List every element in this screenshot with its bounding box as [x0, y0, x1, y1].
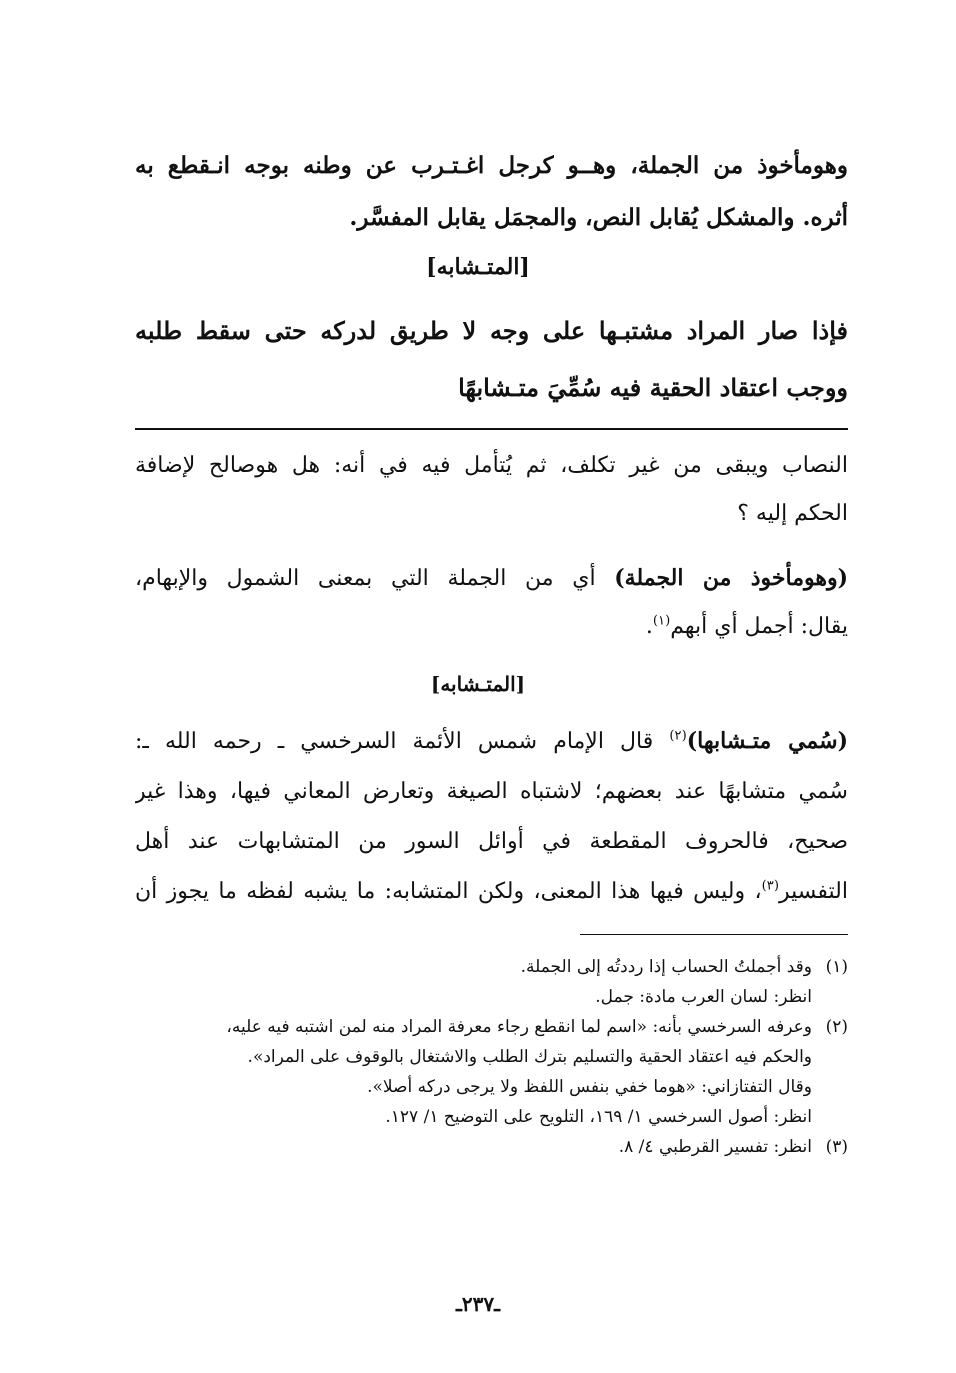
sharh-text: ، وليس فيها هذا المعنى، ولكن المتشابه: ما يشبه لفظه ما يجوز أن: [135, 879, 762, 904]
sharh-paragraph-2: [135, 554, 848, 651]
footnote-ref: (١): [652, 613, 671, 629]
matn-paragraph-1: [135, 140, 848, 244]
footnote-text: انظر: أصول السرخسي ١/ ١٦٩، التلويح على التوضيح ١/ ١٢٧.: [385, 1107, 812, 1127]
section-heading: [المتـشابه]: [430, 672, 526, 696]
divider-line: [135, 428, 848, 430]
footnote-number: (٣): [825, 1137, 848, 1157]
sharh-line: [135, 716, 848, 767]
sharh-text: التفسير: [779, 879, 848, 904]
sharh-paragraph-1: [135, 442, 848, 538]
footnote-divider: [580, 934, 848, 935]
footnote-text: وعرفه السرخسي بأنه: «اسم لما انقطع رجاء معرفة المراد منه لمن اشتبه فيه عليه،: [226, 1017, 812, 1037]
sharh-text: يقال: أجمل أي أبهم: [670, 614, 848, 639]
matn-line: أثره. والمشكل يُقابل النص، والمجمَل يقابل المفسَّر.: [349, 204, 848, 231]
matn-paragraph-2: [135, 302, 848, 416]
sharh-text: أي من الجملة التي بمعنى الشمول والإبهام،: [135, 566, 615, 591]
sharh-line: [135, 603, 848, 651]
footnote-ref: (٢): [669, 728, 687, 744]
quoted-matn: (سُمي متـشابها): [686, 728, 848, 754]
footnote-text: انظر: لسان العرب مادة: جمل.: [595, 987, 812, 1007]
footnote-number: (١): [825, 957, 848, 977]
section-heading: [المتـشابه]: [426, 254, 530, 280]
footnote-ref: (٣): [761, 878, 779, 894]
footnote-text: انظر: تفسير القرطبي ٤/ ٨.: [618, 1137, 812, 1157]
footnote-text: والحكم فيه اعتقاد الحقية والتسليم بترك الطلب والاشتغال بالوقوف على المراد».: [247, 1047, 812, 1067]
matn-line: ووجب اعتقاد الحقية فيه سُمِّيَ متـشابهًا: [458, 373, 848, 402]
sharh-line: النصاب ويبقى من غير تكلف، ثم يُتأمل فيه في أنه: هل هوصالح لإضافة: [135, 453, 848, 478]
sharh-line: الحكم إليه ؟: [737, 501, 848, 526]
footnote-text: وقد أجملتُ الحساب إذا رددتُه إلى الجملة.: [520, 957, 812, 977]
footnotes: [135, 952, 848, 1162]
sharh-line: [135, 867, 848, 917]
footnote: [135, 952, 848, 1012]
footnote: [135, 1132, 848, 1162]
matn-line: فإذا صار المراد مشتبـها على وجه لا طريق لدركه حتى سقط طلبه: [135, 316, 848, 345]
sharh-text: .: [645, 614, 653, 639]
sharh-line: صحيح، فالحروف المقطعة في أوائل السور من المتشابهات عند أهل: [135, 829, 848, 854]
matn-line: وهومأخوذ من الجملة، وهــو كرجل اغـتـرب عن وطنه بوجه انـقطع به: [135, 152, 848, 179]
sharh-line: [135, 554, 848, 603]
sharh-line: سُمي متشابهًا عند بعضهم؛ لاشتباه الصيغة وتعارض المعاني فيها، وهذا غير: [135, 779, 848, 804]
page-number: ـ٢٣٧ـ: [456, 1292, 500, 1316]
footnote-text: وقال التفتازاني: «هوما خفي بنفس اللفظ ولا يرجى دركه أصلا».: [367, 1077, 812, 1097]
sharh-text: قال الإمام شمس الأئمة السرخسي ـ رحمه الله ـ:: [135, 729, 670, 754]
sharh-paragraph-3: [135, 716, 848, 917]
quoted-matn: (وهومأخوذ من الجملة): [614, 565, 848, 591]
footnote: [135, 1012, 848, 1132]
footnote-number: (٢): [825, 1017, 848, 1037]
